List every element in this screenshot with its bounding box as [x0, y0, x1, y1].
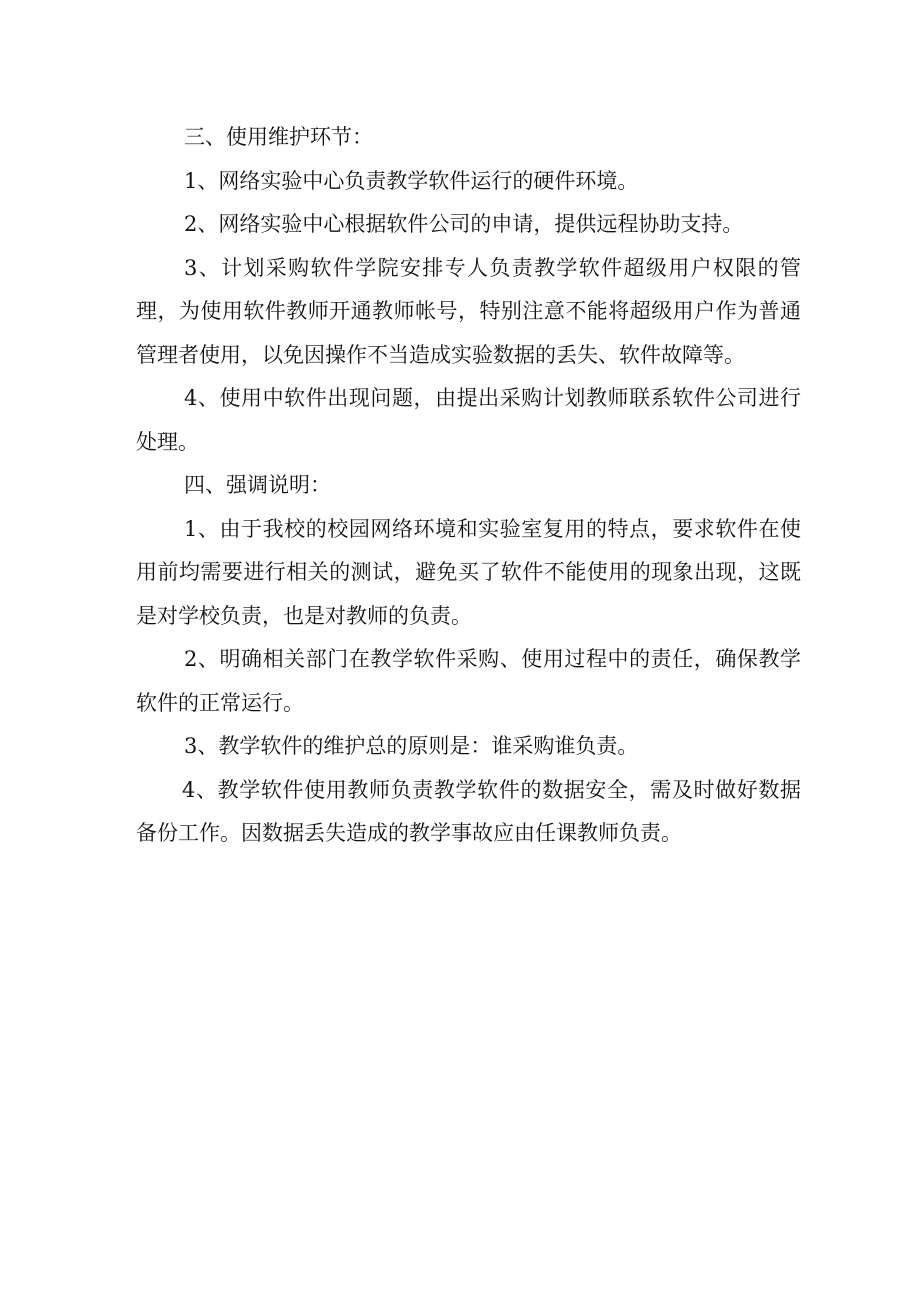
- paragraph-maintenance-3: 3、计划采购软件学院安排专人负责教学软件超级用户权限的管理，为使用软件教师开通教师帐号，特别注意不能将超级用户作为普通管理者使用，以免因操作不当造成实验数据的丢失、软件故障等。: [136, 255, 801, 367]
- paragraph-emphasis-2: 2、明确相关部门在教学软件采购、使用过程中的责任，确保教学软件的正常运行。: [136, 647, 801, 715]
- paragraph-emphasis-4: 4、教学软件使用教师负责教学软件的数据安全，需及时做好数据备份工作。因数据丢失造成的教学事故应由任课教师负责。: [136, 777, 801, 845]
- section-heading-maintenance: 三、使用维护环节：: [184, 125, 373, 149]
- paragraph-maintenance-4: 4、使用中软件出现问题，由提出采购计划教师联系软件公司进行处理。: [136, 386, 801, 454]
- document-body: [136, 116, 801, 856]
- paragraph-maintenance-1: 1、网络实验中心负责教学软件运行的硬件环境。: [184, 168, 639, 193]
- paragraph-emphasis-3: 3、教学软件的维护总的原则是：谁采购谁负责。: [184, 734, 639, 758]
- section-heading-emphasis: 四、强调说明：: [184, 473, 331, 497]
- paragraph-emphasis-1: 1、由于我校的校园网络环境和实验室复用的特点，要求软件在使用前均需要进行相关的测试，避免买了软件不能使用的现象出现，这既是对学校负责，也是对教师的负责。: [136, 516, 801, 628]
- paragraph-maintenance-2: 2、网络实验中心根据软件公司的申请，提供远程协助支持。: [184, 212, 744, 236]
